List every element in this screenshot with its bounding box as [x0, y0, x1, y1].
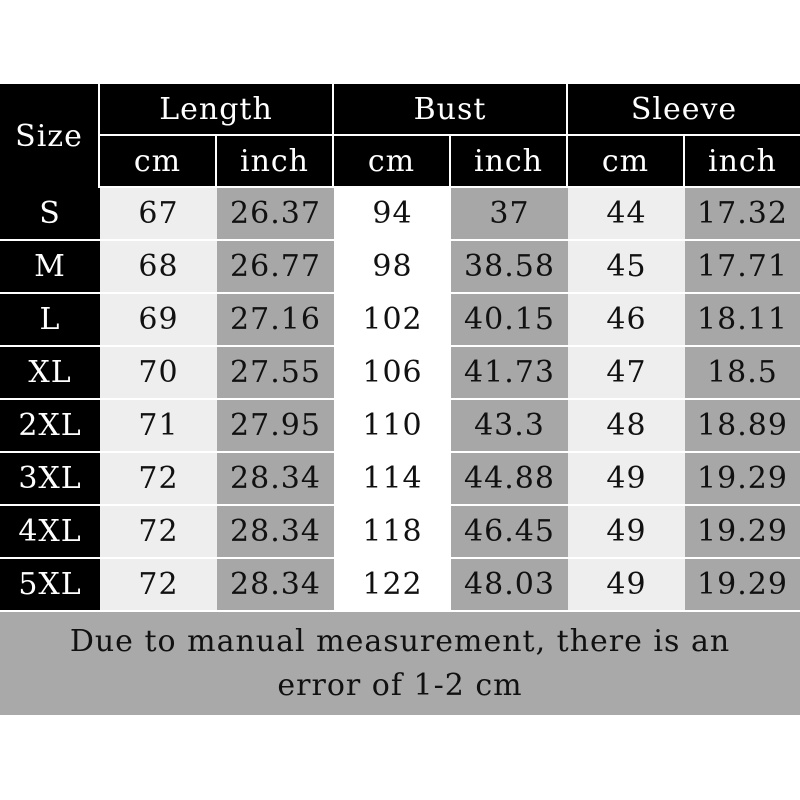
- value-bust-inch: 40.15: [451, 294, 568, 347]
- value-bust-inch: 44.88: [451, 453, 568, 506]
- value-sleeve-cm: 49: [568, 506, 685, 559]
- value-length-inch: 28.34: [217, 559, 334, 612]
- value-bust-inch: 41.73: [451, 347, 568, 400]
- value-sleeve-cm: 46: [568, 294, 685, 347]
- unit-header-sleeve-cm: cm: [568, 136, 685, 188]
- value-length-inch: 28.34: [217, 506, 334, 559]
- value-length-cm: 71: [100, 400, 217, 453]
- length-header: Length: [100, 84, 334, 136]
- bust-header: Bust: [334, 84, 568, 136]
- value-bust-inch: 46.45: [451, 506, 568, 559]
- value-sleeve-cm: 48: [568, 400, 685, 453]
- value-bust-cm: 110: [334, 400, 451, 453]
- value-bust-cm: 102: [334, 294, 451, 347]
- value-length-cm: 72: [100, 453, 217, 506]
- value-sleeve-cm: 44: [568, 188, 685, 241]
- value-length-cm: 72: [100, 506, 217, 559]
- value-bust-cm: 106: [334, 347, 451, 400]
- value-sleeve-cm: 49: [568, 559, 685, 612]
- value-bust-cm: 98: [334, 241, 451, 294]
- value-length-cm: 72: [100, 559, 217, 612]
- value-bust-inch: 48.03: [451, 559, 568, 612]
- measurement-note: Due to manual measurement, there is an error of 1-2 cm: [0, 612, 800, 715]
- value-length-cm: 68: [100, 241, 217, 294]
- value-sleeve-inch: 17.32: [685, 188, 800, 241]
- value-sleeve-inch: 17.71: [685, 241, 800, 294]
- value-length-inch: 26.77: [217, 241, 334, 294]
- value-bust-cm: 114: [334, 453, 451, 506]
- value-length-inch: 27.95: [217, 400, 334, 453]
- size-label: 4XL: [0, 506, 100, 559]
- size-label: XL: [0, 347, 100, 400]
- unit-header-bust-inch: inch: [451, 136, 568, 188]
- value-length-inch: 26.37: [217, 188, 334, 241]
- size-label: 2XL: [0, 400, 100, 453]
- size-label: 3XL: [0, 453, 100, 506]
- size-chart: [0, 84, 800, 612]
- unit-header-bust-cm: cm: [334, 136, 451, 188]
- value-bust-inch: 38.58: [451, 241, 568, 294]
- value-bust-cm: 118: [334, 506, 451, 559]
- value-bust-inch: 37: [451, 188, 568, 241]
- value-bust-cm: 122: [334, 559, 451, 612]
- value-sleeve-cm: 47: [568, 347, 685, 400]
- value-length-inch: 28.34: [217, 453, 334, 506]
- sleeve-header: Sleeve: [568, 84, 800, 136]
- unit-header-length-inch: inch: [217, 136, 334, 188]
- size-header: Size: [0, 84, 100, 188]
- value-sleeve-inch: 19.29: [685, 559, 800, 612]
- size-label: L: [0, 294, 100, 347]
- value-sleeve-inch: 18.11: [685, 294, 800, 347]
- value-length-cm: 69: [100, 294, 217, 347]
- size-label: 5XL: [0, 559, 100, 612]
- value-sleeve-inch: 18.5: [685, 347, 800, 400]
- unit-header-length-cm: cm: [100, 136, 217, 188]
- value-bust-cm: 94: [334, 188, 451, 241]
- value-length-cm: 70: [100, 347, 217, 400]
- value-length-inch: 27.55: [217, 347, 334, 400]
- unit-header-sleeve-inch: inch: [685, 136, 800, 188]
- value-sleeve-cm: 49: [568, 453, 685, 506]
- size-label: M: [0, 241, 100, 294]
- value-sleeve-cm: 45: [568, 241, 685, 294]
- value-length-inch: 27.16: [217, 294, 334, 347]
- size-label: S: [0, 188, 100, 241]
- value-bust-inch: 43.3: [451, 400, 568, 453]
- value-sleeve-inch: 19.29: [685, 506, 800, 559]
- value-sleeve-inch: 18.89: [685, 400, 800, 453]
- value-length-cm: 67: [100, 188, 217, 241]
- value-sleeve-inch: 19.29: [685, 453, 800, 506]
